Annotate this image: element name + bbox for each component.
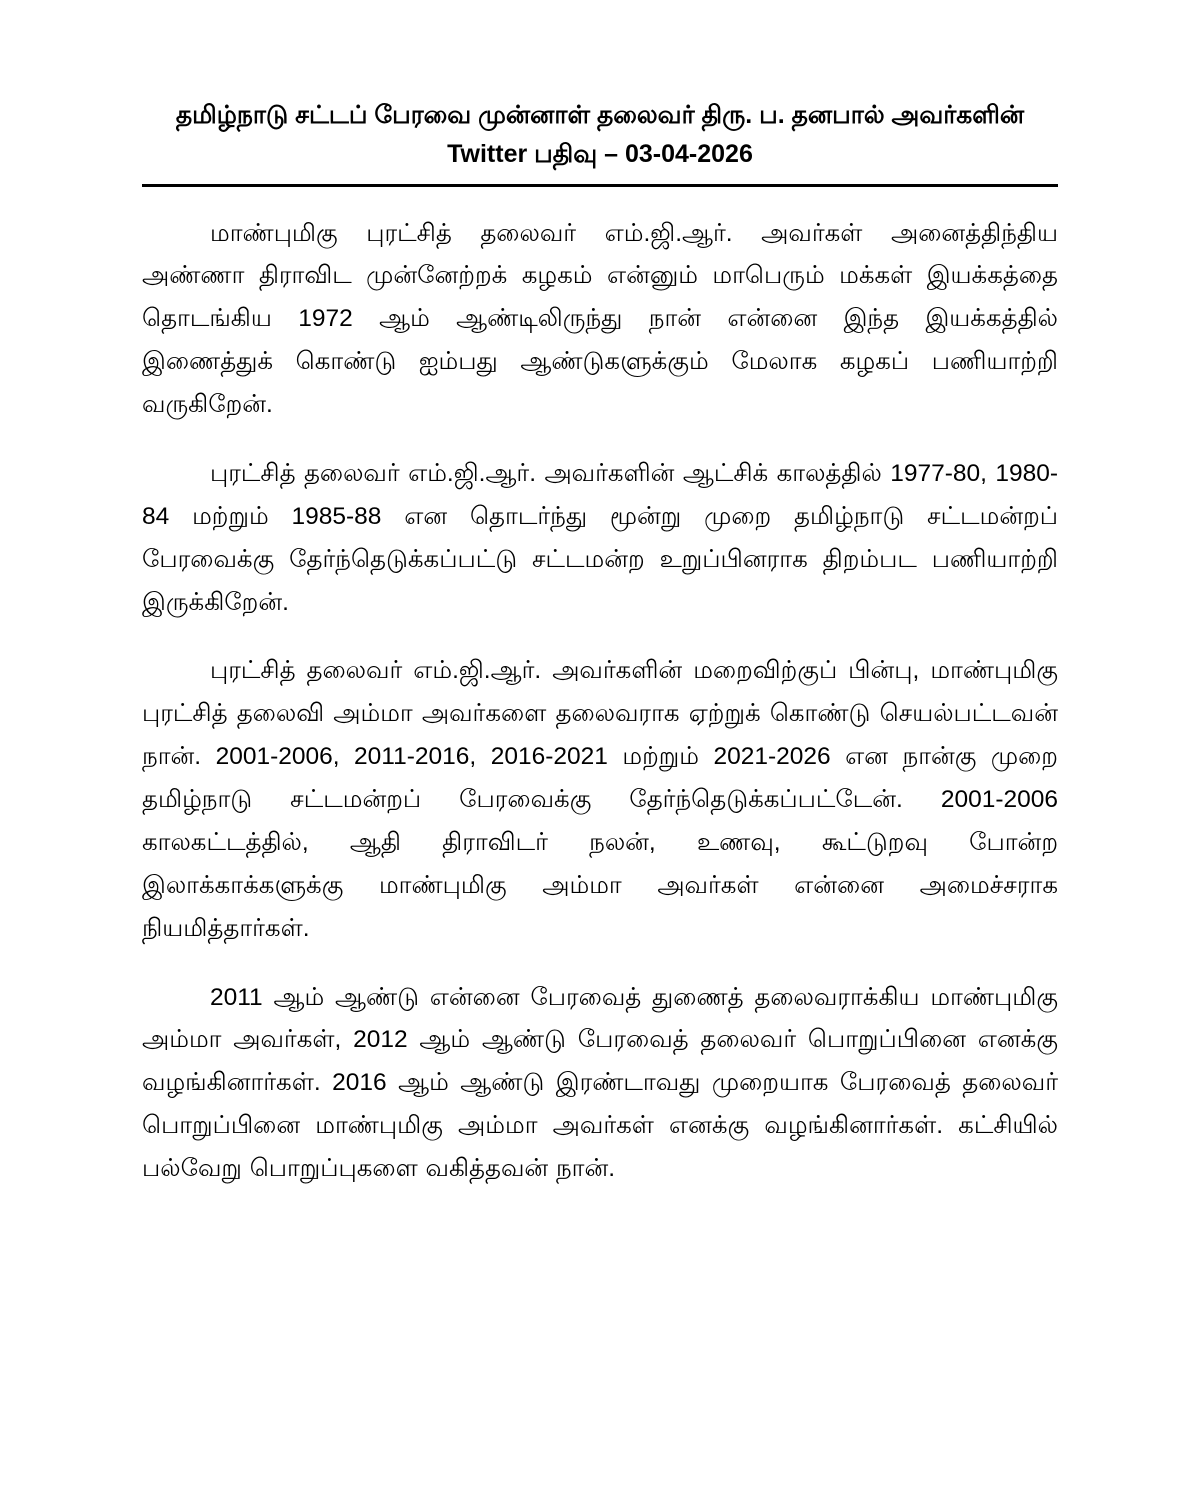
document-title-line-1: தமிழ்நாடு சட்டப் பேரவை முன்னாள் தலைவர் திரு. ப. தனபால் அவர்களின்	[175, 101, 1025, 129]
paragraph-4: 2011 ஆம் ஆண்டு என்னை பேரவைத் துணைத் தலைவராக்கிய மாண்புமிகு அம்மா அவர்கள், 2012 ஆம் ஆண்டு பேரவைத் தலைவர் பொறுப்பினை எனக்கு வழங்கினார்கள். 2016 ஆம் ஆண்டு இரண்டாவது முறையாக பேரவைத் தலைவர் பொறுப்பினை மாண்புமிகு அம்மா அவர்கள் எனக்கு வழங்கினார்கள். கட்சியில் பல்வேறு பொறுப்புகளை வகித்தவன் நான்.	[142, 983, 1058, 1182]
paragraph-1: மாண்புமிகு புரட்சித் தலைவர் எம்.ஜி.ஆர். அவர்கள் அனைத்திந்திய அண்ணா திராவிட முன்னேற்றக் கழகம் என்னும் மாபெரும் மக்கள் இயக்கத்தை தொடங்கிய 1972 ஆம் ஆண்டிலிருந்து நான் என்னை இந்த இயக்கத்தில் இணைத்துக் கொண்டு ஐம்பது ஆண்டுகளுக்கும் மேலாக கழகப் பணியாற்றி வருகிறேன்.	[142, 219, 1058, 418]
paragraph-3: புரட்சித் தலைவர் எம்.ஜி.ஆர். அவர்களின் மறைவிற்குப் பின்பு, மாண்புமிகு புரட்சித் தலைவி அம்மா அவர்களை தலைவராக ஏற்றுக் கொண்டு செயல்பட்டவன் நான். 2001-2006, 2011-2016, 2016-2021 மற்றும் 2021-2026 என நான்கு முறை தமிழ்நாடு சட்டமன்றப் பேரவைக்கு தேர்ந்தெடுக்கப்பட்டேன். 2001-2006 காலகட்டத்தில், ஆதி திராவிடர் நலன், உணவு, கூட்டுறவு போன்ற இலாக்காக்களுக்கு மாண்புமிகு அம்மா அவர்கள் என்னை அமைச்சராக நியமித்தார்கள்.	[142, 657, 1058, 942]
title-divider	[142, 184, 1058, 187]
document-title	[142, 96, 1058, 178]
paragraph-2: புரட்சித் தலைவர் எம்.ஜி.ஆர். அவர்களின் ஆட்சிக் காலத்தில் 1977-80, 1980-84 மற்றும் 1985-88 என தொடர்ந்து மூன்று முறை தமிழ்நாடு சட்டமன்றப் பேரவைக்கு தேர்ந்தெடுக்கப்பட்டு சட்டமன்ற உறுப்பினராக திறம்பட பணியாற்றி இருக்கிறேன்.	[142, 459, 1058, 616]
document-title-line-2: Twitter பதிவு – 03-04-2026	[447, 139, 753, 168]
document-body	[142, 213, 1058, 1191]
